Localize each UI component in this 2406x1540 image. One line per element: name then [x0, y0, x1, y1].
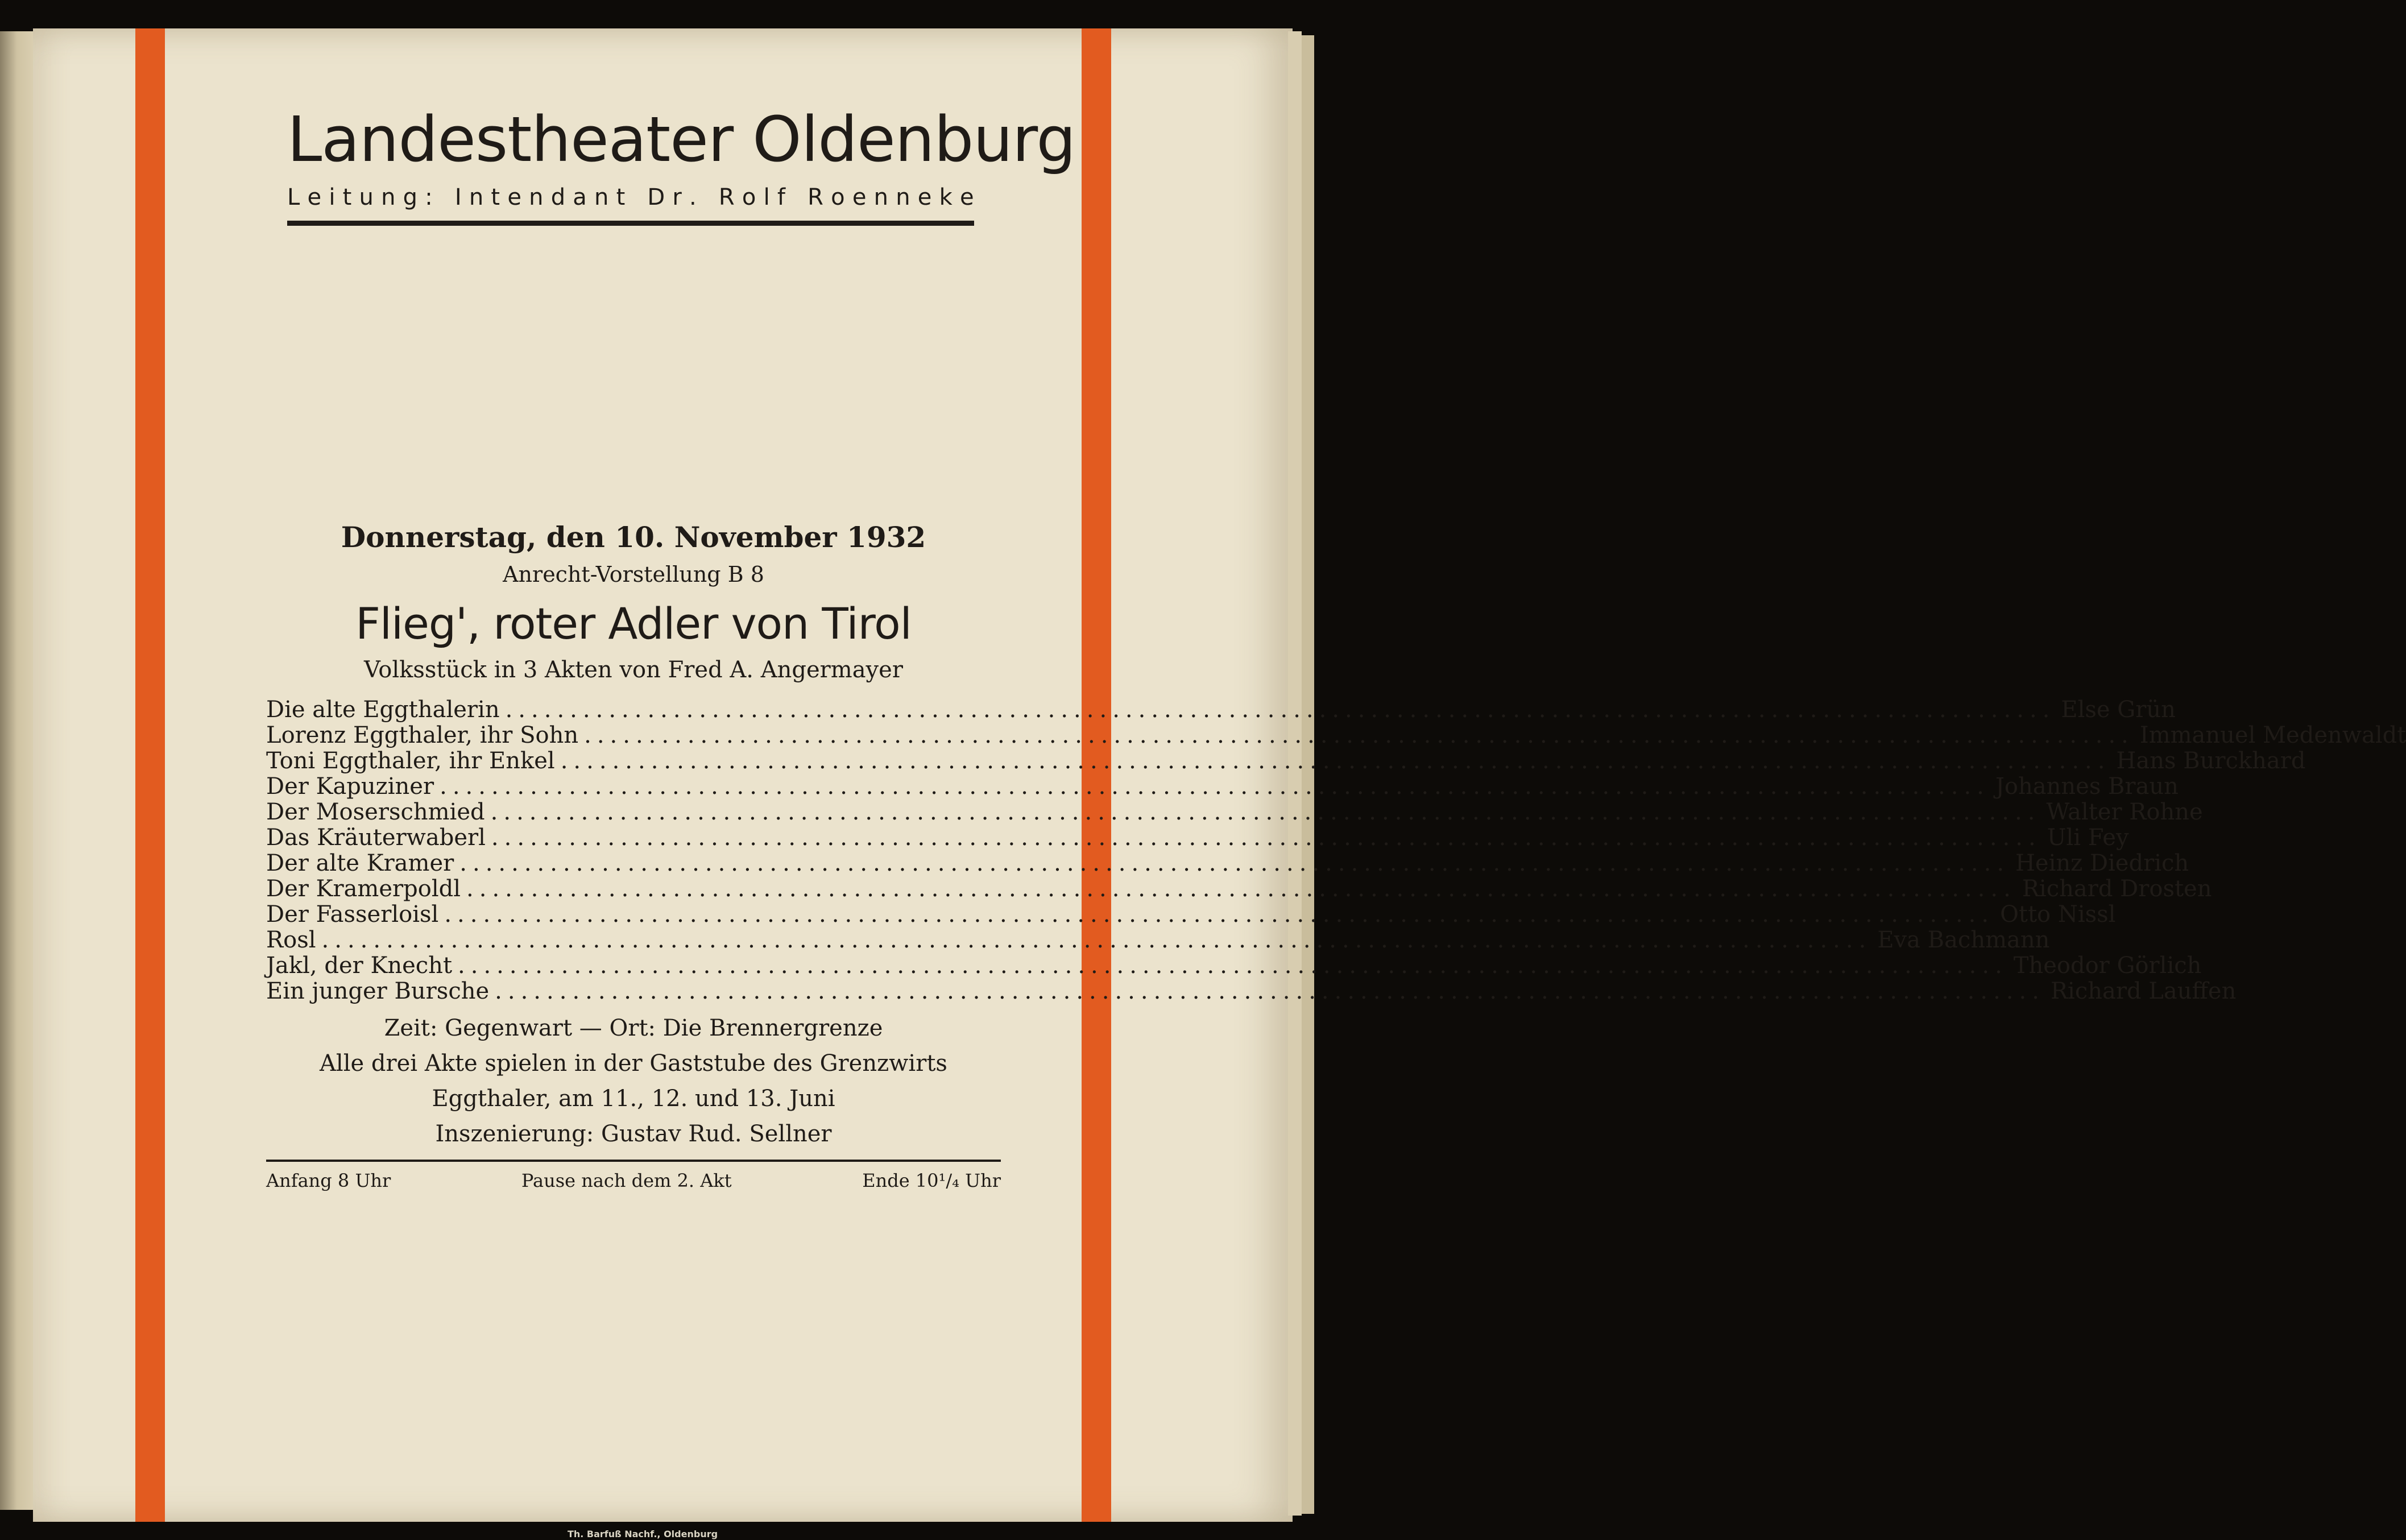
cast-actor: Theodor Görlich [2013, 953, 2202, 979]
cast-role: Ein junger Bursche [266, 978, 490, 1004]
cast-role: Die alte Eggthalerin [266, 697, 500, 723]
cast-role: Das Kräuterwaberl [266, 825, 486, 851]
management-letter: n [529, 184, 544, 210]
management-letter: t [491, 184, 500, 210]
header-rule [287, 221, 974, 226]
management-letter: n [469, 184, 484, 210]
subscription-info: Anrecht-Vorstellung B 8 [503, 562, 764, 587]
management-letter: e [852, 184, 867, 210]
management-letter: n [873, 184, 888, 210]
cast-row [266, 901, 2116, 928]
management-letter: t [342, 184, 352, 210]
cast-row [266, 876, 2212, 902]
management-letter: . [689, 184, 697, 210]
cast-actor: Richard Drosten [2022, 876, 2212, 902]
left-orange-stripe [135, 28, 165, 1522]
cast-role: Rosl [266, 927, 316, 953]
cast-row [266, 825, 2129, 851]
leader-dots: ........................................................................................................................ [495, 978, 2045, 1004]
management-letter: l [763, 184, 770, 210]
theater-header [287, 103, 1076, 226]
management-letter: e [959, 184, 974, 210]
pause-info: Pause nach dem 2. Akt [521, 1170, 732, 1191]
leader-dots: ........................................................................................................................ [459, 850, 2010, 876]
printer-imprint: Th. Barfuß Nachf., Oldenburg [567, 1529, 718, 1539]
cast-row [266, 773, 2179, 800]
end-time: Ende 10¹/₄ Uhr [862, 1170, 1001, 1191]
leader-dots: ........................................................................................................................ [321, 927, 1872, 953]
theater-name: Landestheater Oldenburg [287, 103, 1076, 176]
management-letter: n [896, 184, 910, 210]
cast-actor: Eva Bachmann [1877, 927, 2050, 953]
leader-dots: ........................................................................................................................ [505, 697, 2056, 723]
management-letter [704, 184, 711, 210]
leader-dots: ........................................................................................................................ [560, 748, 2111, 774]
management-letter: L [287, 184, 300, 210]
time-place: Zeit: Gegenwart — Ort: Die Brennergrenze [384, 1015, 883, 1041]
cast-role: Jakl, der Knecht [266, 953, 453, 979]
cast-actor: Immanuel Medenwaldt [2139, 722, 2406, 748]
management-letter: o [742, 184, 756, 210]
cast-row [266, 927, 2050, 953]
cast-row [266, 978, 2237, 1004]
cast-list [266, 697, 2406, 1004]
direction: Inszenierung: Gustav Rud. Sellner [435, 1121, 832, 1147]
management-letter: t [616, 184, 626, 210]
management-letter: I [454, 184, 462, 210]
management-letter: R [807, 184, 823, 210]
management-letter: u [359, 184, 374, 210]
cast-role: Der Fasserloisl [266, 901, 439, 928]
leader-dots: ........................................................................................................................ [440, 773, 1990, 800]
management-letter: d [550, 184, 566, 210]
cast-row [266, 697, 2176, 723]
management-letter [793, 184, 800, 210]
management-letter: n [381, 184, 396, 210]
leader-dots: ........................................................................................................................ [444, 901, 1995, 928]
acts-line-1: Alle drei Akte spielen in der Gaststube des Grenzwirts [320, 1050, 947, 1077]
theater-management [287, 184, 974, 210]
management-letter [440, 184, 448, 210]
cast-actor: Walter Rohne [2046, 799, 2203, 825]
leader-dots: ........................................................................................................................ [491, 825, 2041, 851]
leader-dots: ........................................................................................................................ [490, 799, 2041, 825]
cast-actor: Richard Lauffen [2050, 978, 2237, 1004]
cast-role: Der Moserschmied [266, 799, 485, 825]
management-letter: e [507, 184, 521, 210]
management-letter: e [307, 184, 322, 210]
cast-actor: Else Grün [2061, 697, 2176, 723]
leader-dots: ........................................................................................................................ [466, 876, 2016, 902]
management-letter: e [917, 184, 932, 210]
schedule-footer [266, 1170, 1001, 1191]
cast-role: Der Kramerpoldl [266, 876, 461, 902]
cast-role: Der alte Kramer [266, 850, 454, 876]
cast-row [266, 722, 2406, 748]
management-letter [632, 184, 640, 210]
performance-date: Donnerstag, den 10. November 1932 [341, 520, 926, 554]
management-letter: R [718, 184, 735, 210]
management-letter: i [329, 184, 336, 210]
cast-role: Toni Eggthaler, ihr Enkel [266, 748, 555, 774]
management-letter: f [777, 184, 785, 210]
cast-actor: Hans Burckhard [2116, 748, 2306, 774]
management-letter: D [647, 184, 665, 210]
cast-actor: Uli Fey [2047, 825, 2129, 851]
management-letter: n [594, 184, 609, 210]
leader-dots: ........................................................................................................................ [584, 722, 2134, 748]
acts-line-2: Eggthaler, am 11., 12. und 13. Juni [432, 1086, 835, 1112]
start-time: Anfang 8 Uhr [266, 1170, 391, 1191]
leader-dots: ........................................................................................................................ [458, 953, 2008, 979]
program-content [266, 520, 2406, 1191]
cast-actor: Heinz Diedrich [2015, 850, 2189, 876]
play-title: Flieg', roter Adler von Tirol [355, 598, 912, 649]
management-letter: k [939, 184, 953, 210]
management-letter: g [403, 184, 418, 210]
footer-rule [266, 1160, 1001, 1162]
management-letter: : [425, 184, 433, 210]
cast-row [266, 953, 2202, 979]
cast-actor: Otto Nissl [2000, 901, 2116, 928]
cast-row [266, 748, 2306, 774]
cast-row [266, 850, 2189, 876]
cast-role: Lorenz Eggthaler, ihr Sohn [266, 722, 579, 748]
management-letter: o [831, 184, 845, 210]
play-genre: Volksstück in 3 Akten von Fred A. Angermayer [364, 657, 903, 683]
cast-actor: Johannes Braun [1995, 773, 2179, 800]
management-letter: a [573, 184, 587, 210]
cast-row [266, 799, 2203, 825]
cast-role: Der Kapuziner [266, 773, 434, 800]
management-letter: r [672, 184, 682, 210]
